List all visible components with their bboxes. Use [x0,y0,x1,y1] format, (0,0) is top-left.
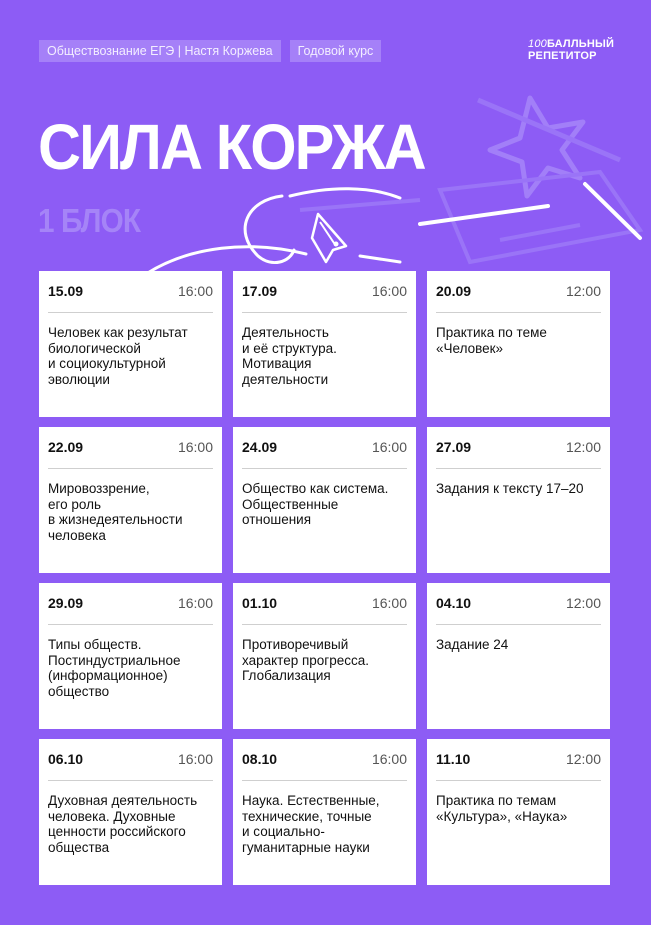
lesson-topic: Задание 24 [436,637,509,652]
logo-line2: РЕПЕТИТОР [528,50,597,62]
lesson-card-header [242,595,407,625]
lesson-date: 29.09 [48,595,84,611]
white-line-1 [420,206,548,224]
lesson-date: 27.09 [436,439,472,455]
lesson-card [39,739,222,885]
lesson-topic: Противоречивый характер прогресса. Глобализация [242,637,370,683]
lesson-time: 16:00 [371,751,407,767]
lesson-card [233,271,416,417]
lesson-date: 20.09 [436,283,472,299]
white-arc [146,247,306,274]
white-swoosh [290,189,400,198]
lesson-topic: Общество как система. Общественные отношения [242,481,389,527]
lesson-card-header [436,283,601,313]
course-type-tag: Годовой курс [290,40,382,62]
lesson-time: 16:00 [177,283,213,299]
lesson-date: 15.09 [48,283,84,299]
lesson-topic: Наука. Естественные, технические, точные и социально- гуманитарные науки [242,793,380,855]
lesson-card-header [48,283,213,313]
block-subtitle: 1 БЛОК [38,202,141,239]
lesson-date: 08.10 [242,751,278,767]
lesson-topic: Типы обществ. Постиндустриальное (информационное) общество [48,637,181,699]
logo-number: 100 [528,38,547,50]
lesson-date: 01.10 [242,595,278,611]
lesson-date: 11.10 [436,751,471,767]
lesson-time: 12:00 [565,283,601,299]
lesson-card [39,583,222,729]
lesson-time: 12:00 [565,751,601,767]
lesson-time: 16:00 [177,751,213,767]
lesson-card [39,427,222,573]
lesson-time: 16:00 [371,439,407,455]
lesson-card-header [436,751,601,781]
deco-line-3 [500,225,580,240]
lesson-card [233,739,416,885]
lesson-time: 16:00 [371,595,407,611]
lesson-time: 16:00 [177,439,213,455]
lesson-date: 22.09 [48,439,84,455]
lesson-topic: Деятельность и её структура. Мотивация деятельности [242,325,337,387]
lesson-topic: Практика по теме «Человек» [436,325,547,356]
lesson-card [427,271,610,417]
lesson-topic: Мировоззрение, его роль в жизнедеятельности человека [48,481,183,543]
pen-dot [334,242,339,247]
deco-shape [440,172,640,262]
lesson-date: 04.10 [436,595,472,611]
deco-line-1 [478,100,620,160]
lesson-card [427,739,610,885]
star-outline [490,98,583,196]
white-line-2 [585,184,640,238]
lesson-grid [39,271,610,885]
lesson-card [427,583,610,729]
lesson-card-header [48,595,213,625]
lesson-card-header [242,283,407,313]
lesson-card [39,271,222,417]
lesson-topic: Практика по темам «Культура», «Наука» [436,793,568,824]
lesson-card-header [436,595,601,625]
deco-line-2 [300,200,420,210]
lesson-topic: Человек как результат биологической и социокультурной эволюции [48,325,188,387]
lesson-card-header [242,439,407,469]
lesson-time: 12:00 [565,439,601,455]
lesson-card-header [436,439,601,469]
pen-nib [312,214,346,262]
brand-logo [528,38,614,62]
lesson-card-header [48,751,213,781]
lesson-date: 17.09 [242,283,278,299]
lesson-card [233,583,416,729]
lesson-time: 16:00 [177,595,213,611]
lesson-card [427,427,610,573]
lesson-topic: Духовная деятельность человека. Духовные ценности российского общества [48,793,198,855]
lesson-card [233,427,416,573]
white-line-3 [360,256,400,262]
lesson-card-header [242,751,407,781]
page-title: СИЛА КОРЖА [38,111,425,183]
lesson-date: 06.10 [48,751,84,767]
header-tags [39,40,381,62]
pen-slit [320,222,336,246]
lesson-time: 16:00 [371,283,407,299]
lesson-time: 12:00 [565,595,601,611]
course-subject-tag: Обществознание ЕГЭ | Настя Коржева [39,40,281,62]
logo-word: БАЛЛЬНЫЙ [546,38,615,50]
white-curve [245,196,294,263]
lesson-topic: Задания к тексту 17–20 [436,481,584,496]
lesson-card-header [48,439,213,469]
lesson-date: 24.09 [242,439,278,455]
